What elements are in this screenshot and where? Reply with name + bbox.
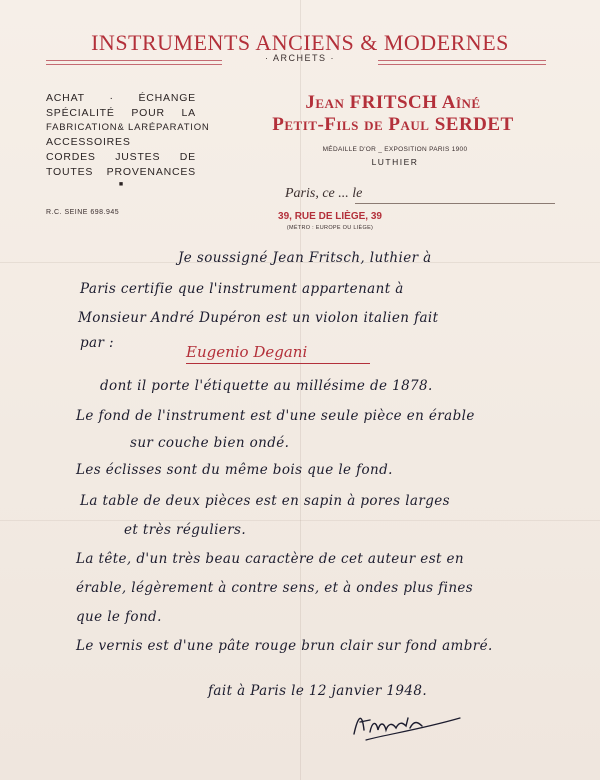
letterhead-title: INSTRUMENTS ANCIENS & MODERNES	[91, 30, 509, 55]
place-date-line: Paris, ce ... le	[285, 186, 363, 201]
letter-line: Le vernis est d'une pâte rouge brun clair sur fond ambré.	[76, 638, 493, 654]
profession: LUTHIER	[371, 157, 419, 167]
letter-line: Je soussigné Jean Fritsch, luthier à	[178, 250, 432, 266]
service-line: FABRICATION & LA RÉPARATION	[46, 122, 210, 133]
address: 39, RUE DE LIÈGE, 39	[278, 211, 382, 222]
medal-note: MÉDAILLE D'OR _ EXPOSITION PARIS 1900	[322, 146, 468, 153]
letter-line: sur couche bien ondé.	[130, 435, 290, 451]
services-list	[46, 92, 210, 188]
metro-note: (MÉTRO : EUROPE OU LIÈGE)	[286, 225, 374, 231]
service-line: ACHAT · ÉCHANGE	[46, 92, 196, 104]
letter-line: Paris certifie que l'instrument appartenant à	[80, 281, 404, 297]
letter-line: Les éclisses sont du même bois que le fond.	[76, 462, 393, 478]
bullet-dot: ■	[118, 181, 124, 188]
letter-line: Monsieur André Dupéron est un violon italien fait	[78, 310, 439, 326]
letter-line: Le fond de l'instrument est d'une seule pièce en érable	[76, 408, 475, 424]
date-rule	[355, 203, 555, 204]
signature-image	[348, 704, 468, 744]
service-line: CORDES JUSTES DE	[46, 151, 196, 163]
letter-line: La table de deux pièces est en sapin à pores larges	[80, 493, 450, 509]
paper-fold	[0, 520, 600, 521]
maker-underline	[186, 363, 370, 364]
letter-line: La tête, d'un très beau caractère de cet auteur est en	[76, 551, 465, 567]
service-line: ACCESSOIRES	[46, 136, 131, 148]
service-line: SPÉCIALITÉ POUR LA	[46, 107, 196, 119]
letterhead-subtitle: · ARCHETS ·	[264, 53, 335, 63]
service-line: TOUTES PROVENANCES	[46, 166, 196, 178]
maker-name: Jean FRITSCH Aîné	[305, 92, 481, 113]
letter-line: par :	[80, 335, 114, 351]
maker-block	[228, 92, 558, 136]
letter-line: que le fond.	[76, 609, 162, 625]
date-line: fait à Paris le 12 janvier 1948.	[208, 683, 428, 699]
violin-maker-name: Eugenio Degani	[186, 343, 308, 361]
maker-lineage: Petit-Fils de Paul SERDET	[272, 114, 514, 135]
letter-line: dont il porte l'étiquette au millésime de 1878.	[100, 378, 433, 394]
letter-line: érable, légèrement à contre sens, et à ondes plus fines	[76, 580, 474, 596]
letter-line: et très réguliers.	[124, 522, 247, 538]
registration-number: R.C. SEINE 698.945	[46, 209, 120, 216]
